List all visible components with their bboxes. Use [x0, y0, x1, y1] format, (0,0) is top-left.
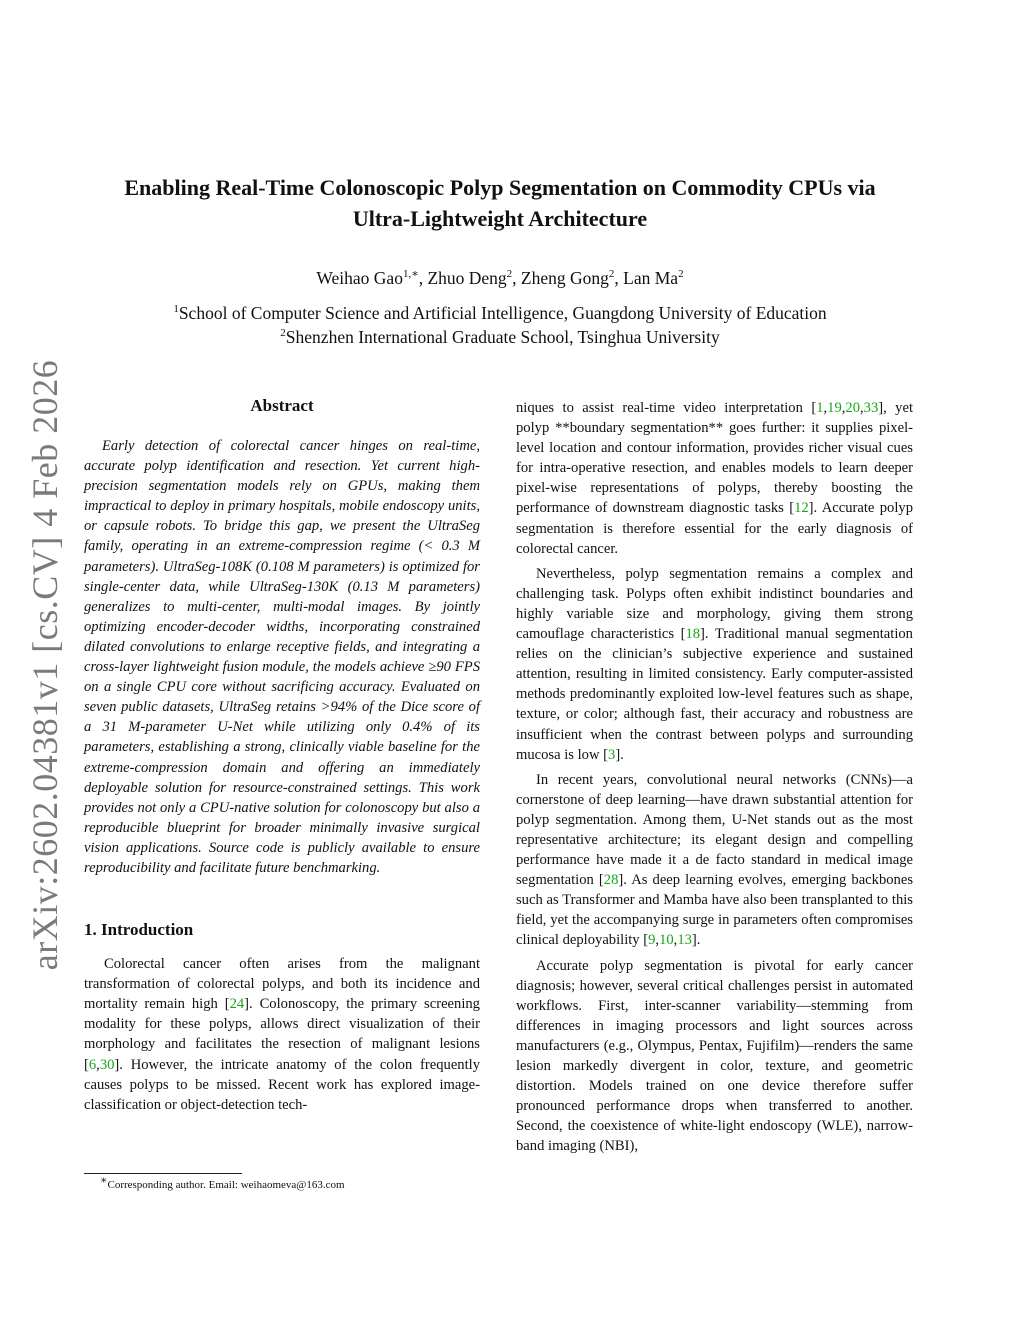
affiliation-1: [60, 303, 940, 324]
citation-link[interactable]: 30: [99, 1056, 115, 1073]
citation-link[interactable]: 12: [794, 500, 809, 517]
footnote: [84, 1174, 480, 1191]
citation-link[interactable]: 6: [88, 1056, 97, 1073]
citation-link[interactable]: 24: [229, 996, 245, 1013]
text-run: niques to assist real-time video interpretation [: [516, 400, 817, 416]
body-paragraph-4: Accurate polyp segmentation is pivotal for early cancer diagnosis; however, several critical challenges persist in automated workflows. First, inter-scanner variability—stemming from differences in imaging processors and light sources across manufacturers (e.g., Olympus, Pentax, Fujifilm)—renders the same lesion markedly divergent in color, texture, and geometric distortion. Models trained on one device therefore suffer pronounced performance drops when transferred to another. Second, the coexistence of white-light endoscopy (WLE), narrow-band imaging (NBI),: [516, 957, 913, 1155]
introduction-heading: 1. Introduction: [84, 920, 194, 940]
citation-separator: ,: [655, 932, 660, 949]
title-line-1: Enabling Real-Time Colonoscopic Polyp Segmentation on Commodity CPUs via: [124, 175, 876, 200]
author-affil-mark: 2: [608, 268, 615, 281]
body-paragraph-1: [516, 398, 913, 559]
affiliation-mark: 2: [280, 327, 286, 340]
author-name: Lan Ma: [623, 268, 679, 288]
citation-link[interactable]: 19: [827, 400, 842, 416]
citation-link[interactable]: 1: [816, 400, 824, 416]
affiliation-text: Shenzhen International Graduate School, Tsinghua University: [285, 327, 720, 347]
citation-separator: ,: [673, 932, 678, 949]
author-affil-mark: 2: [678, 268, 684, 281]
author-affil-mark: 2: [506, 268, 513, 281]
author-list: [60, 268, 940, 289]
text-run: Colorectal cancer often arises from the malignant transformation of colorectal polyps, and both its incidence and mortality remain high [: [84, 956, 480, 1013]
citation-link[interactable]: 28: [603, 872, 619, 889]
right-column: [516, 398, 913, 1156]
author-separator: ,: [614, 268, 624, 288]
author-name: Zhuo Deng: [427, 268, 507, 288]
text-run: ]. As deep learning evolves, emerging backbones such as Transformer and Mamba have also been transplanted to this field, yet the accompanying surge in parameters often compromises clinical deployability [: [516, 872, 913, 949]
citation-link[interactable]: 13: [677, 932, 692, 949]
author-affil-mark: 1,∗: [402, 268, 419, 281]
author-separator: ,: [512, 268, 521, 288]
citation-link[interactable]: 18: [685, 626, 701, 643]
body-paragraph-3: [516, 770, 913, 951]
arxiv-id-text: arXiv:2602.04381v1 [cs.CV] 4 Feb 2026: [25, 359, 66, 971]
citation-link[interactable]: 3: [608, 746, 616, 763]
citation-link[interactable]: 33: [863, 400, 879, 416]
citation-separator: ,: [823, 400, 828, 416]
paper-title: [60, 172, 940, 234]
footnote-mark: ∗: [100, 1174, 108, 1187]
arxiv-identifier-stamp: [24, 359, 66, 971]
citation-link[interactable]: 10: [659, 932, 674, 949]
text-run: ].: [691, 932, 701, 949]
left-column: [84, 396, 480, 1115]
text-run: ]. Colonoscopy, the primary screening modality for these polyps, allows direct visualization of their morphology and facilitates the resection of malignant lesions [: [84, 996, 480, 1073]
text-run: ]. Accurate polyp segmentation is therefore essential for the early diagnosis of colorectal cancer.: [516, 500, 914, 557]
author-name: Zheng Gong: [520, 268, 609, 288]
title-line-2: Ultra-Lightweight Architecture: [352, 206, 648, 231]
footnote-divider: [84, 1173, 242, 1174]
abstract-body: Early detection of colorectal cancer hinges on real-time, accurate polyp identification and resection. Yet current high-precision segmentation models rely on GPUs, making them impractical to deploy in primary hospitals, mobile endoscopy units, or capsule robots. To bridge this gap, we present the UltraSeg family, operating in an extreme-compression regime (< 0.3 M parameters). UltraSeg-108K (0.108 M parameters) is optimized for single-center data, while UltraSeg-130K (0.13 M parameters) generalizes to multi-center, multi-modal images. By jointly optimizing encoder-decoder widths, incorporating constrained dilated convolutions to enlarge receptive fields, and integrating a cross-layer lightweight fusion module, the models achieve ≥90 FPS on a single CPU core without sacrificing accuracy. Evaluated on seven public datasets, UltraSeg retains >94% of the Dice score of a 31 M-parameter U-Net while utilizing only 0.4% of its parameters, establishing a strong, clinically viable baseline for the extreme-compression domain and offering an immediately deployable solution for resource-constrained settings. This work provides not only a CPU-native solution for colonoscopy but also a reproducible blueprint for broader minimally invasive surgical vision applications. Source code is publicly available to ensure reproducibility and facilitate future benchmarking.: [84, 438, 480, 876]
introduction-paragraph-1: [84, 954, 480, 1115]
body-paragraph-2: [516, 564, 913, 765]
text-run: ]. However, the intricate anatomy of the colon frequently causes polyps to be missed. Recent work has explored image-classification or object-detection tech-: [84, 1056, 480, 1113]
affiliation-text: School of Computer Science and Artificial Intelligence, Guangdong University of Education: [178, 303, 827, 323]
affiliation-2: [60, 327, 940, 348]
footnote-text: Corresponding author. Email: weihaomeva@163.com: [107, 1179, 345, 1191]
text-run: In recent years, convolutional neural networks (CNNs)—a cornerstone of deep learning—have drawn substantial attention for polyp segmentation. Among them, U-Net stands out as the most representative architecture; its elegant design and compelling performance have made it a de facto standard in medical image segmentation [: [516, 771, 913, 889]
citation-separator: ,: [841, 400, 846, 416]
affiliation-mark: 1: [173, 303, 179, 316]
text-run: ], yet polyp **boundary segmentation** goes further: it supplies pixel-level location and contour information, provides richer visual cues for intra-operative resection, and enables models to learn deeper pixel-wise representations of polyps, thereby boosting the performance of downstream diagnostic tasks [: [516, 400, 913, 517]
citation-separator: ,: [96, 1056, 100, 1073]
text-run: ]. Traditional manual segmentation relies on the clinician’s subjective experience and sustained attention, resulting in limited consistency. Early computer-assisted methods predominantly exploited low-level features such as shape, texture, or color; although fast, their accuracy and robustness are insufficient when the contrast between polyps and surrounding mucosa is low [: [516, 626, 913, 763]
citation-link[interactable]: 9: [648, 932, 656, 949]
author-separator: ,: [418, 268, 428, 288]
abstract-heading: Abstract: [250, 396, 314, 415]
author-name: Weihao Gao: [316, 268, 403, 288]
text-run: Nevertheless, polyp segmentation remains a complex and challenging task. Polyps often exhibit indistinct boundaries and highly variable size and morphology, giving them strong camouflage characteristics [: [516, 565, 913, 643]
text-run: ].: [615, 746, 624, 763]
citation-link[interactable]: 20: [845, 400, 860, 416]
citation-separator: ,: [859, 400, 864, 416]
